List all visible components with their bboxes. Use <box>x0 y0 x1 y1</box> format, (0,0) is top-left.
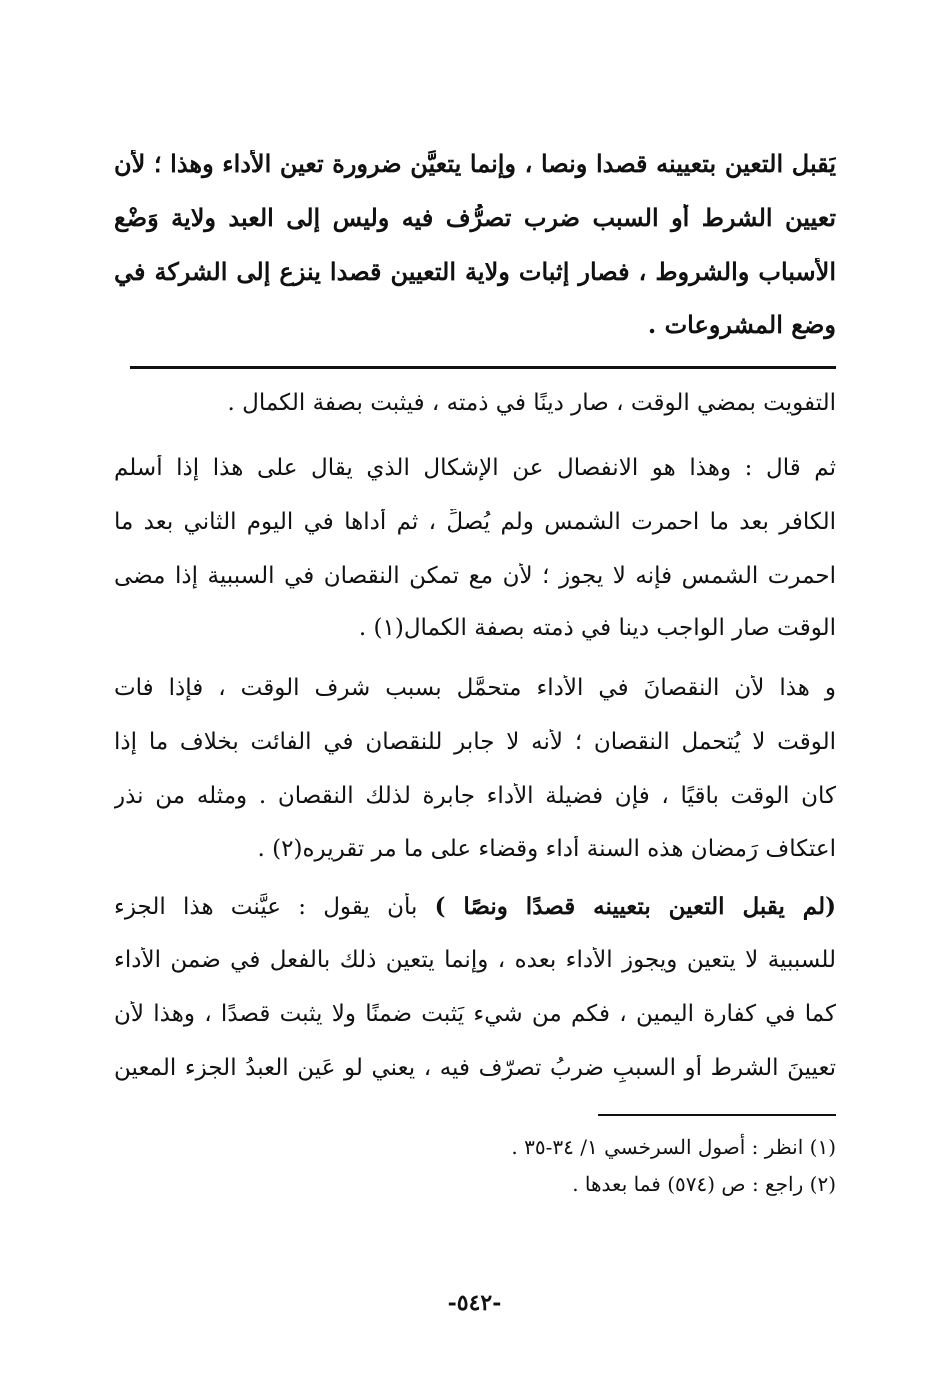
main-line: يَقبل التعين بتعيينه قصدا ونصا ، وإنما يتعيَّن ضرورة تعين الأداء وهذا ؛ لأن <box>114 150 836 178</box>
commentary-line: الوقت لا يُتحمل النقصان ؛ لأنه لا جابر للنقصان في الفائت بخلاف ما إذا <box>114 729 836 755</box>
commentary-line: الكافر بعد ما احمرت الشمس ولم يُصلِّ ، ثم أداها في اليوم الثاني بعد ما <box>114 509 836 535</box>
main-line: تعيين الشرط أو السبب ضرب تصرُّف فيه وليس إلى العبد ولاية وَضْعِ <box>114 204 836 232</box>
commentary-line: كان الوقت باقيًا ، فإن فضيلة الأداء جابرة لذلك النقصان . ومثله من نذر <box>114 783 836 809</box>
commentary-line-rest: بأن يقول : عيَّنت هذا الجزء <box>114 894 418 920</box>
footnote: (١) انظر : أصول السرخسي ١/ ٣٤-٣٥ . <box>511 1135 836 1159</box>
page-number: -٥٤٢- <box>447 1290 502 1316</box>
commentary-line: ثم قال : وهذا هو الانفصال عن الإشكال الذي يقال على هذا إذا أسلم <box>114 455 836 481</box>
main-line: الأسباب والشروط ، فصار إثبات ولاية التعيين قصدا ينزع إلى الشركة في <box>114 258 836 286</box>
main-line: وضع المشروعات . <box>647 311 836 339</box>
footnote: (٢) راجع : ص (٥٧٤) فما بعدها . <box>572 1172 836 1196</box>
commentary-line: للسببية لا يتعين ويجوز الأداء بعده ، وإنما يتعين ذلك بالفعل في ضمن الأداء <box>114 947 836 973</box>
commentary-line: الوقت صار الواجب دينا في ذمته بصفة الكمال(١) . <box>358 615 836 641</box>
separator-rule <box>130 366 836 369</box>
commentary-line: و هذا لأن النقصانَ في الأداء متحمَّل بسبب شرف الوقت ، فإذا فات <box>114 675 836 701</box>
commentary-line <box>114 893 836 922</box>
footnote-rule <box>598 1114 836 1116</box>
commentary-line: تعيينَ الشرط أو السببِ ضربُ تصرّف فيه ، يعني لو عَين العبدُ الجزء المعين <box>114 1055 836 1081</box>
commentary-line: اعتكاف رَمضان هذه السنة أداء وقضاء على ما مر تقريره(٢) . <box>257 836 836 862</box>
quoted-matn: (لم يقبل التعين بتعيينه قصدًا ونصًا ) <box>434 893 836 920</box>
commentary-line: احمرت الشمس فإنه لا يجوز ؛ لأن مع تمكن النقصان في السببية إذا مضى <box>114 563 836 589</box>
commentary-line: التفويت بمضي الوقت ، صار دينًا في ذمته ، فيثبت بصفة الكمال . <box>227 390 836 416</box>
commentary-line: كما في كفارة اليمين ، فكم من شيء يَثبت ضمنًا ولا يثبت قصدًا ، وهذا لأن <box>114 1001 836 1027</box>
